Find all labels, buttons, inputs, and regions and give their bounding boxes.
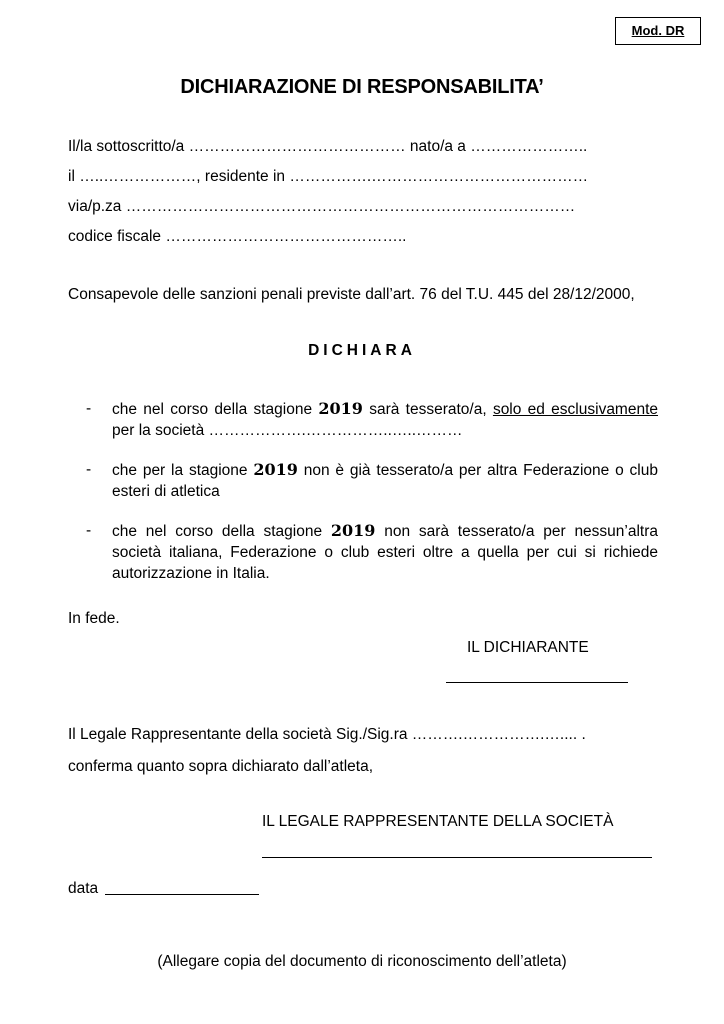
item-text: non è già tesserato/a per altra Federazione o club esteri di atletica [112, 462, 658, 500]
item-text: che per la stagione [112, 462, 248, 479]
item-text: sarà tesserato/a, [369, 401, 487, 418]
model-code-badge: Mod. DR [615, 17, 701, 45]
item-text: che nel corso della stagione [112, 523, 323, 540]
declarant-label: IL DICHIARANTE [467, 639, 589, 656]
in-fede-text: In fede. [68, 610, 120, 627]
field-name-birthplace: Il/la sottoscritto/a …………………………………… nato/a a ………………….. [68, 138, 588, 155]
item-text: per la società ……………….……………..…..……… [112, 422, 463, 439]
item-text: non sarà tesserato/a per nessun’altra società italiana, Federazione o club esteri oltre a quella per cui si richiede autorizzazione in Italia. [112, 523, 659, 582]
legal-rep-signature-line [262, 857, 652, 858]
field-birthdate-residence: il …..………………, residente in …………….…………………………………… [68, 168, 589, 185]
declaration-item-2 [86, 459, 658, 502]
underlined-text: solo ed esclusivamente [492, 401, 659, 418]
date-label: data [68, 880, 99, 897]
legal-rep-confirm-line: conferma quanto sopra dichiarato dall’atleta, [68, 758, 374, 775]
declaration-item-1 [86, 398, 658, 441]
legal-rep-title: IL LEGALE RAPPRESENTANTE DELLA SOCIETÀ [262, 813, 614, 830]
declares-heading: DICHIARA [308, 342, 416, 359]
bullet-dash: - [86, 461, 92, 478]
declarant-signature-line [446, 682, 628, 683]
bullet-dash: - [86, 522, 92, 539]
season-year: 2019 [318, 399, 363, 418]
document-title: DICHIARAZIONE DI RESPONSABILITA’ [180, 76, 544, 98]
item-text: che nel corso della stagione [112, 401, 313, 418]
date-line [105, 894, 259, 895]
season-year: 2019 [253, 460, 298, 479]
field-address: via/p.za …………………………………………………………………………… [68, 198, 576, 215]
declaration-item-3 [86, 520, 658, 584]
awareness-paragraph: Consapevole delle sanzioni penali previste dall’art. 76 del T.U. 445 del 28/12/2000, [68, 286, 635, 303]
footer-note: (Allegare copia del documento di riconoscimento dell’atleta) [157, 953, 567, 970]
legal-rep-line: Il Legale Rappresentante della società Sig./Sig.ra ……….…………….….... . [68, 726, 586, 743]
season-year: 2019 [330, 521, 376, 540]
field-tax-code: codice fiscale ……………………………………….. [68, 228, 407, 245]
bullet-dash: - [86, 400, 92, 417]
